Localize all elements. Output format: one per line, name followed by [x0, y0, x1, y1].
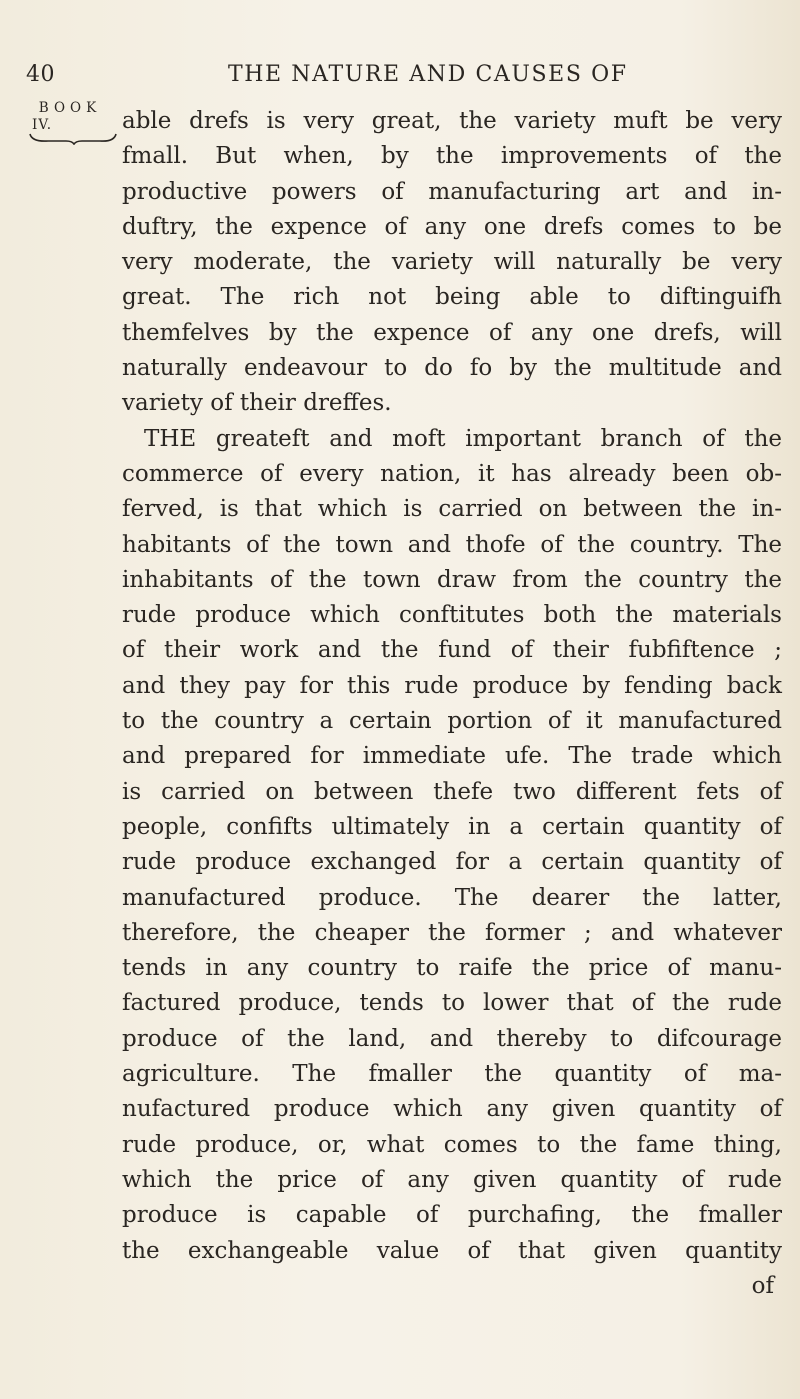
- text-line: to the country a certain portion of it manufactured: [122, 708, 782, 735]
- text-line: inhabitants of the town draw from the country the: [122, 566, 782, 593]
- text-line: ferved, is that which is carried on between the in-: [122, 496, 782, 523]
- text-line: is carried on between thefe two different fets of: [122, 778, 782, 805]
- text-line: nufactured produce which any given quantity of: [122, 1096, 782, 1123]
- paragraph-start-line: THE greateft and moft important branch of the: [144, 425, 782, 452]
- text-line: therefore, the cheaper the former ; and whatever: [122, 919, 782, 946]
- text-line: agriculture. The fmaller the quantity of ma-: [122, 1061, 782, 1088]
- text-line: produce of the land, and thereby to difcourage: [122, 1025, 782, 1052]
- page-number: 40: [26, 62, 55, 87]
- text-line: factured produce, tends to lower that of the rude: [122, 990, 782, 1017]
- text-line: tends in any country to raife the price of manu-: [122, 955, 782, 982]
- text-line: fmall. But when, by the improvements of the: [122, 143, 782, 170]
- text-line: productive powers of manufacturing art and in-: [122, 178, 782, 205]
- text-line: rude produce which conftitutes both the materials: [122, 602, 782, 629]
- text-line: naturally endeavour to do fo by the multitude and: [122, 355, 782, 382]
- catchword: of: [751, 1272, 774, 1299]
- text-line: duftry, the expence of any one drefs comes to be: [122, 213, 782, 240]
- text-line: commerce of every nation, it has already been ob-: [122, 460, 782, 487]
- brace-ornament-icon: [26, 131, 118, 145]
- text-line: manufactured produce. The dearer the latter,: [122, 884, 782, 911]
- text-line: able drefs is very great, the variety muft be very: [122, 108, 782, 134]
- marginal-book-note: [26, 100, 118, 145]
- text-line: habitants of the town and thofe of the country. The: [122, 531, 782, 558]
- text-line: and prepared for immediate ufe. The trade which: [122, 743, 782, 770]
- book-label: BOOK: [38, 100, 102, 116]
- running-title: THE NATURE AND CAUSES OF: [228, 62, 628, 87]
- text-line: which the price of any given quantity of rude: [122, 1166, 782, 1193]
- text-line: produce is capable of purchafing, the fmaller: [122, 1202, 782, 1229]
- body-text: [122, 104, 782, 1304]
- text-line: and they pay for this rude produce by fending back: [122, 672, 782, 699]
- volume-label: IV.: [31, 117, 52, 133]
- text-line: rude produce exchanged for a certain quantity of: [122, 849, 782, 876]
- text-line: very moderate, the variety will naturally be very: [122, 249, 782, 276]
- text-line: variety of their dreffes.: [122, 390, 392, 417]
- text-line: rude produce, or, what comes to the fame thing,: [122, 1131, 782, 1158]
- text-line: themfelves by the expence of any one drefs, will: [122, 319, 782, 346]
- text-line: people, confifts ultimately in a certain quantity of: [122, 813, 782, 840]
- text-line: the exchangeable value of that given quantity: [122, 1237, 782, 1264]
- text-line: of their work and the fund of their fubfiftence ;: [122, 637, 782, 664]
- text-line: great. The rich not being able to diftinguifh: [122, 284, 782, 311]
